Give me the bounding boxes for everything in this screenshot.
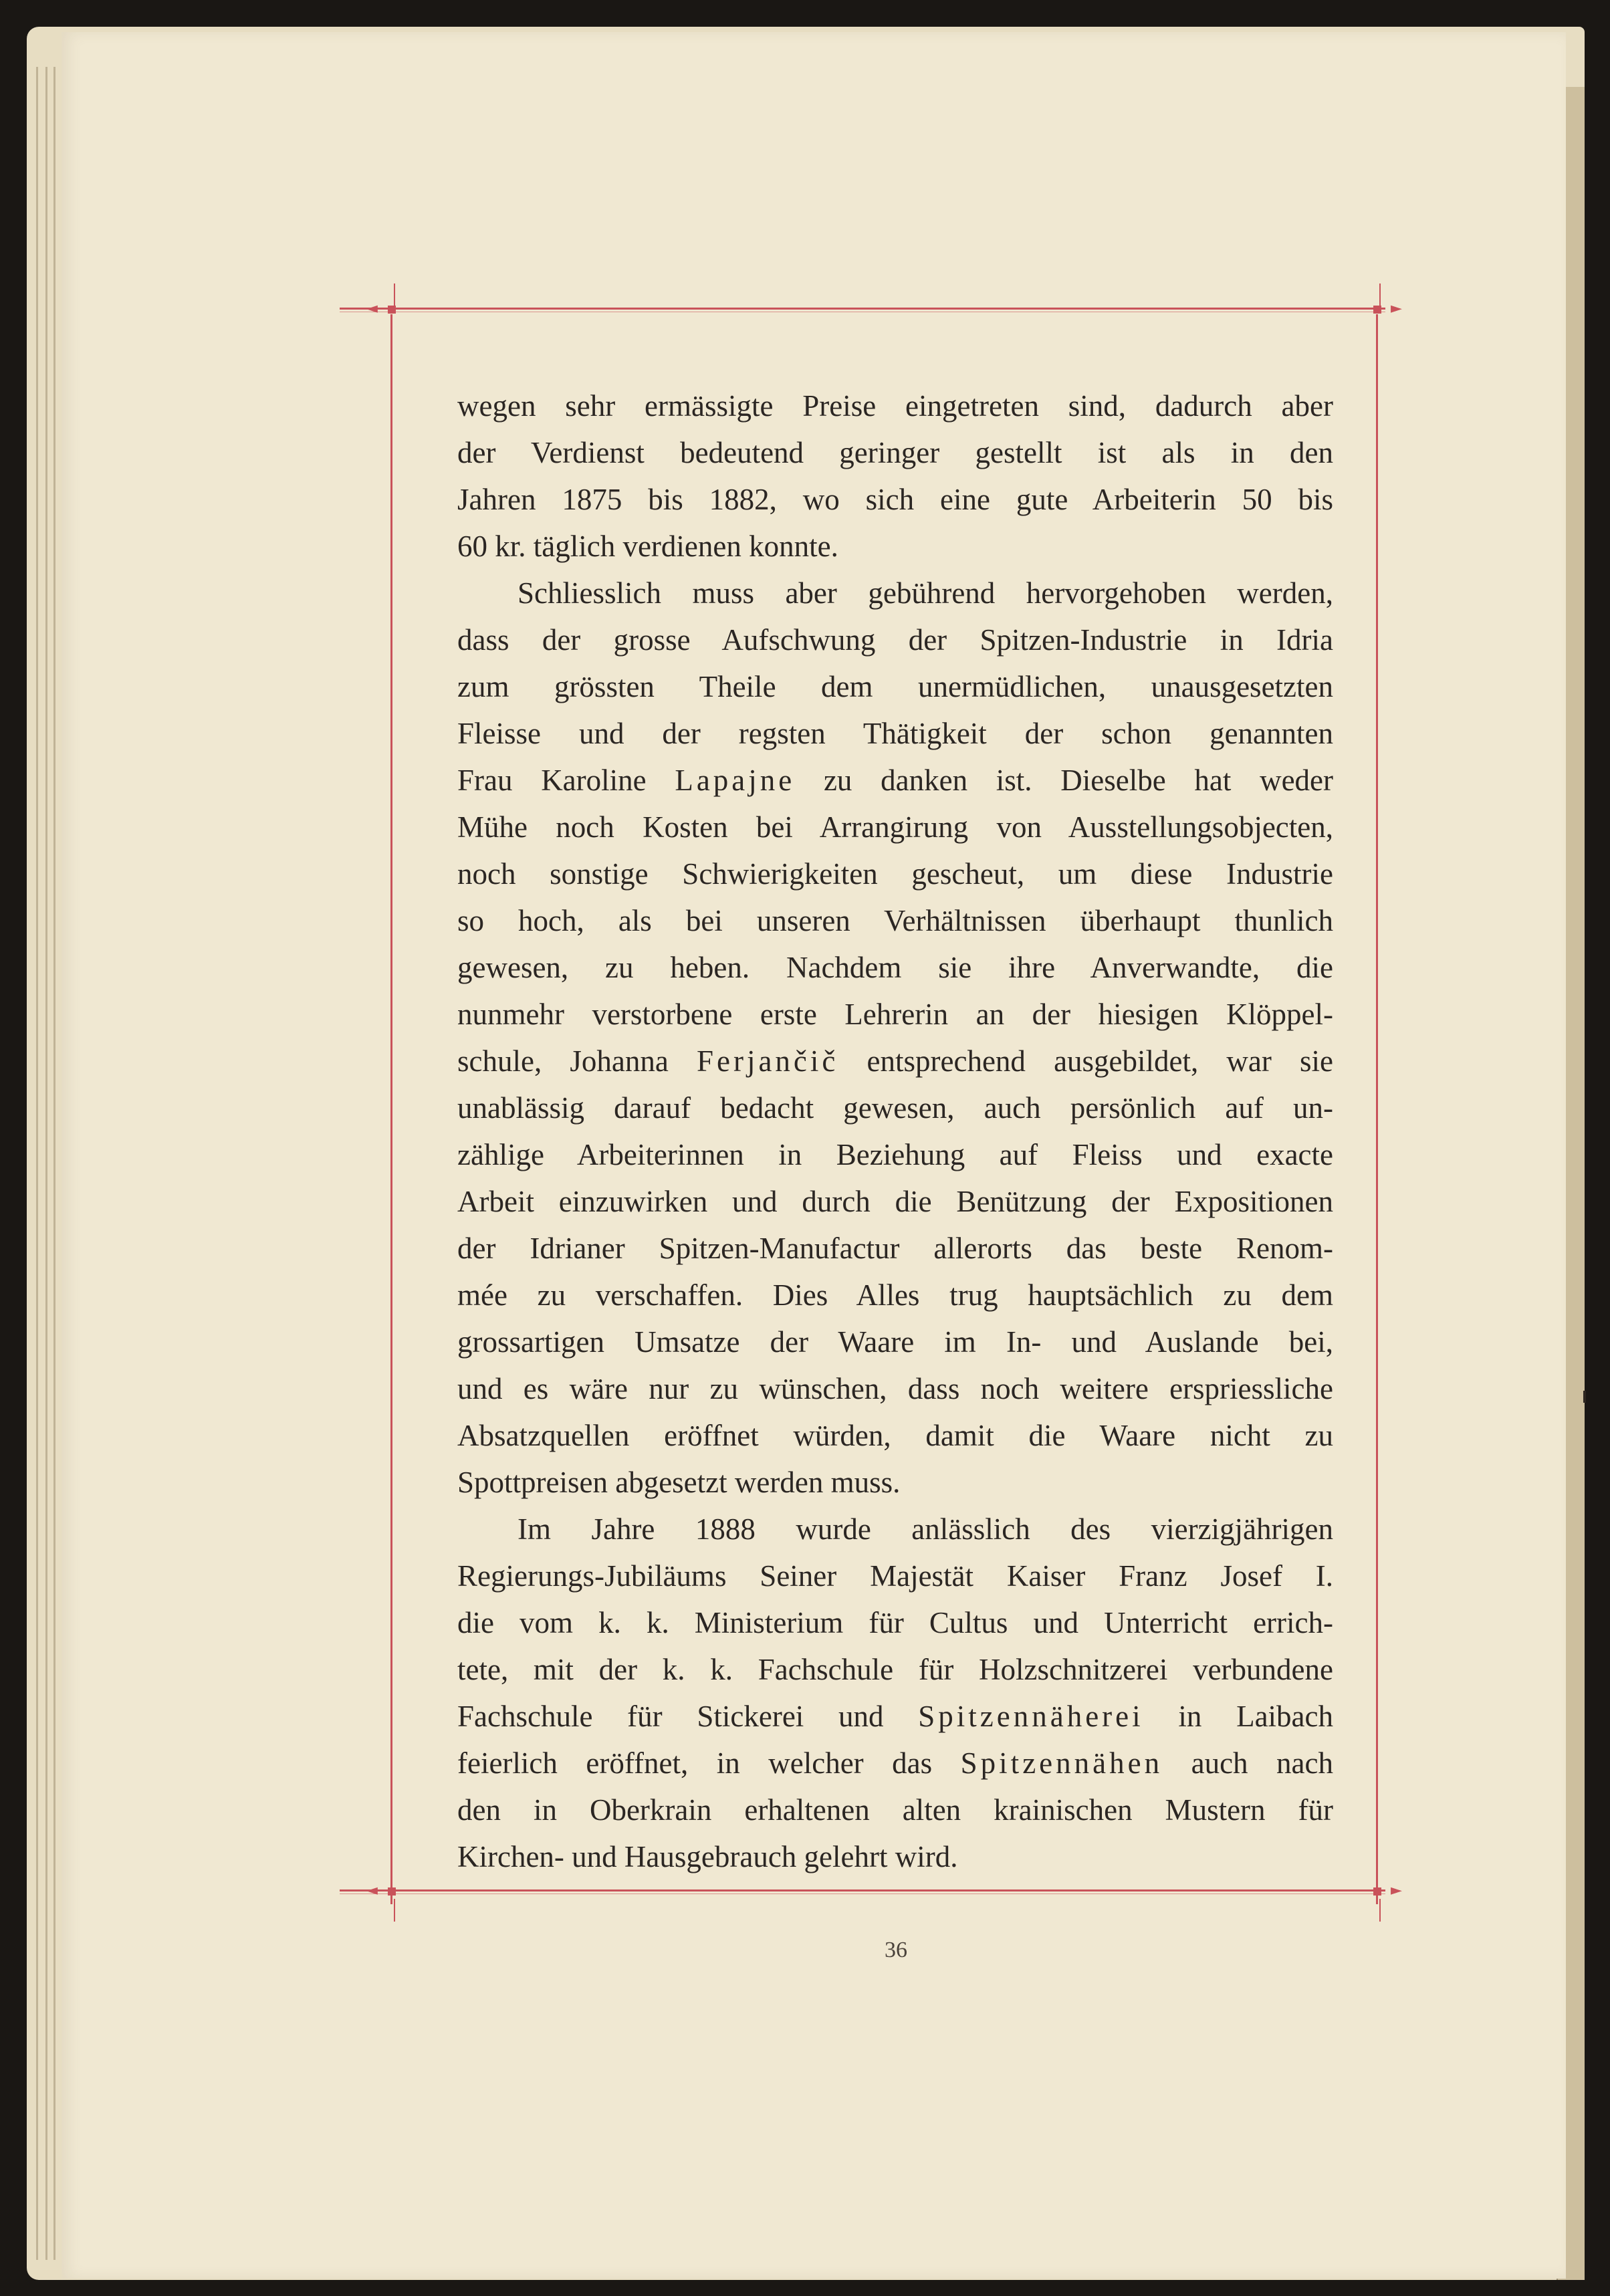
text-line: nunmehr verstorbene erste Lehrerin an der hiesigen Klöppel- (457, 998, 1333, 1031)
spaced-term: Spitzennäherei (918, 1700, 1144, 1733)
frame-arrow-ornament: ► (1391, 1882, 1402, 1899)
text-line (457, 757, 1333, 804)
text-line: Schliesslich muss aber gebührend hervorgehoben werden, (518, 576, 1333, 610)
text-line: der Verdienst bedeutend geringer gestellt ist als in den (457, 436, 1333, 469)
frame-tick-ornament (394, 1899, 395, 1922)
spaced-name: Ferjančič (696, 1044, 839, 1078)
text-line: Im Jahre 1888 wurde anlässlich des vierzigjährigen (518, 1512, 1333, 1546)
page-edge-line (45, 67, 47, 2260)
frame-tick-ornament (394, 283, 395, 306)
frame-arrow-ornament: ◄ (366, 300, 378, 317)
text-line: zählige Arbeiterinnen in Beziehung auf Fleiss und exacte (457, 1138, 1333, 1171)
text-line: Jahren 1875 bis 1882, wo sich eine gute Arbeiterin 50 bis (457, 483, 1333, 516)
frame-corner-ornament (1373, 306, 1381, 314)
text-line: so hoch, als bei unseren Verhältnissen überhaupt thunlich (457, 904, 1333, 937)
frame-tick-ornament (1379, 283, 1381, 306)
frame-arrow-ornament: ◄ (366, 1882, 378, 1899)
text-line: Fleisse und der regsten Thätigkeit der schon genannten (457, 717, 1333, 750)
frame-corner-ornament (388, 1887, 396, 1896)
frame-bottom-rule (340, 1889, 1385, 1891)
text-segment: in Laibach (1143, 1700, 1334, 1733)
text-line: tete, mit der k. k. Fachschule für Holzschnitzerei verbundene (457, 1653, 1333, 1686)
text-line: und es wäre nur zu wünschen, dass noch weitere erspriessliche (457, 1372, 1333, 1405)
text-line: Regierungs-Jubiläums Seiner Majestät Kaiser Franz Josef I. (457, 1559, 1333, 1593)
text-line: Arbeit einzuwirken und durch die Benützung der Expositionen (457, 1185, 1333, 1218)
text-line: unablässig darauf bedacht gewesen, auch persönlich auf un- (457, 1091, 1333, 1125)
text-line: noch sonstige Schwierigkeiten gescheut, um diese Industrie (457, 857, 1333, 891)
page-edge-line (53, 67, 55, 2260)
page-body-text (457, 382, 1333, 1880)
frame-bottom-rule-thin (340, 1893, 1385, 1894)
text-line: gewesen, zu heben. Nachdem sie ihre Anverwandte, die (457, 951, 1333, 984)
frame-corner-ornament (1373, 1887, 1381, 1896)
text-line (457, 1740, 1333, 1787)
spaced-term: Spitzennähen (960, 1746, 1163, 1780)
text-line: wegen sehr ermässigte Preise eingetreten sind, dadurch aber (457, 389, 1333, 423)
frame-right-rule (1376, 314, 1378, 1904)
text-segment: Frau Karoline (457, 764, 675, 797)
text-line (457, 1693, 1333, 1740)
frame-tick-ornament (1379, 1899, 1381, 1922)
text-line: der Idrianer Spitzen-Manufactur allerorts das beste Renom- (457, 1232, 1333, 1265)
spaced-name: Lapajne (675, 764, 796, 797)
text-line: Absatzquellen eröffnet würden, damit die Waare nicht zu (457, 1419, 1333, 1452)
frame-arrow-ornament: ► (1391, 300, 1402, 317)
text-line: die vom k. k. Ministerium für Cultus und Unterricht errich- (457, 1606, 1333, 1639)
text-line: dass der grosse Aufschwung der Spitzen-Industrie in Idria (457, 623, 1333, 657)
page-number: 36 (885, 1938, 907, 1962)
text-segment: schule, Johanna (457, 1044, 697, 1078)
text-line: zum grössten Theile dem unermüdlichen, unausgesetzten (457, 670, 1333, 703)
text-segment: Fachschule für Stickerei und (457, 1700, 919, 1733)
frame-top-rule (340, 308, 1385, 310)
text-segment: entsprechend ausgebildet, war sie (838, 1044, 1333, 1078)
text-segment: auch nach (1163, 1746, 1333, 1780)
page-edge-mark (1583, 1391, 1586, 1403)
frame-left-rule (390, 314, 392, 1904)
text-line: den in Oberkrain erhaltenen alten krainischen Mustern für (457, 1793, 1333, 1827)
frame-corner-ornament (388, 306, 396, 314)
text-segment: zu danken ist. Dieselbe hat weder (795, 764, 1333, 797)
text-line (457, 1038, 1333, 1084)
text-line: 60 kr. täglich verdienen konnte. (457, 530, 838, 563)
text-segment: feierlich eröffnet, in welcher das (457, 1746, 961, 1780)
text-line: Kirchen- und Hausgebrauch gelehrt wird. (457, 1840, 958, 1873)
text-line: Mühe noch Kosten bei Arrangirung von Ausstellungsobjecten, (457, 810, 1333, 844)
page-edge-line (36, 67, 38, 2260)
text-line: Spottpreisen abgesetzt werden muss. (457, 1466, 901, 1499)
text-line: mée zu verschaffen. Dies Alles trug hauptsächlich zu dem (457, 1278, 1333, 1312)
text-line: grossartigen Umsatze der Waare im In- und Auslande bei, (457, 1325, 1333, 1359)
